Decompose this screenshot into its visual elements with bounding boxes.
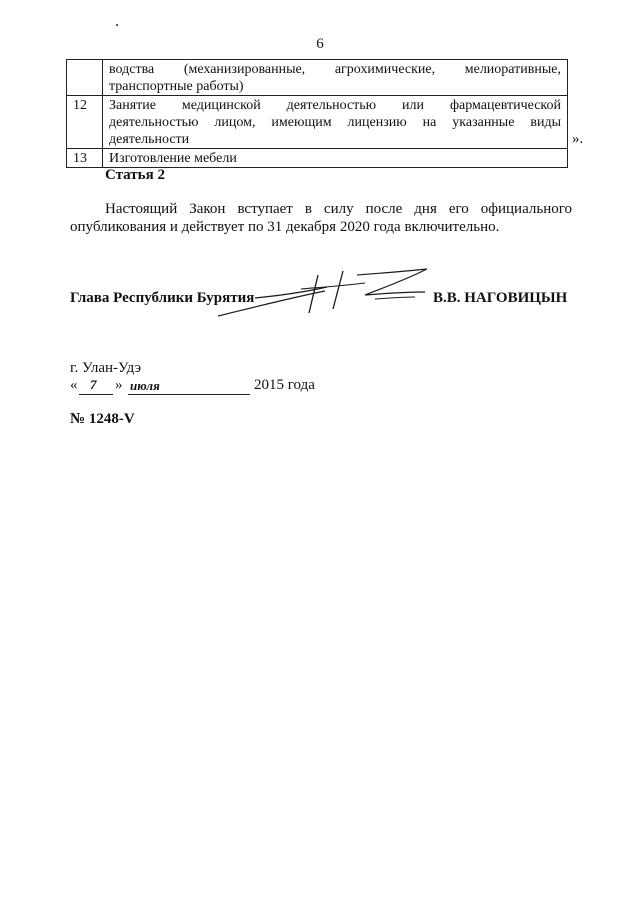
day-underline [79,394,113,395]
month-underline [128,394,250,395]
article-title: Статья 2 [105,167,165,183]
place-of-signing: г. Улан-Удэ [70,360,142,376]
date-year: 2015 года [254,377,315,393]
row-text: Занятие медицинской деятельностью или фармацевтической деятельностью лицом, имеющим лицензию на указанные виды деятельности [103,96,568,149]
handwritten-signature [215,265,435,320]
law-number: № 1248-V [70,411,135,427]
article-text: Настоящий Закон вступает в силу после дня его официального опубликования и действует по 31 декабря 2020 года включительно. [70,201,572,235]
date-open-quote: « [70,377,78,393]
activities-table [66,59,568,168]
signer-name: В.В. НАГОВИЦЫН [433,290,568,306]
table-row [67,96,568,149]
date-month: июля [130,378,160,393]
table-row [67,60,568,96]
row-number: 12 [67,96,103,149]
row-text: водства (механизированные, агрохимические, мелиоративные, транспортные работы) [103,60,568,96]
signer-title: Глава Республики Бурятия [70,290,255,306]
closing-quote: ». [572,131,584,147]
row-number: 13 [67,149,103,168]
scan-speck [116,24,118,26]
page-number: 6 [316,36,324,52]
row-text: Изготовление мебели [103,149,568,168]
date-close-quote: » [115,377,123,393]
date-day: 7 [90,377,97,392]
row-number [67,60,103,96]
table-row [67,149,568,168]
